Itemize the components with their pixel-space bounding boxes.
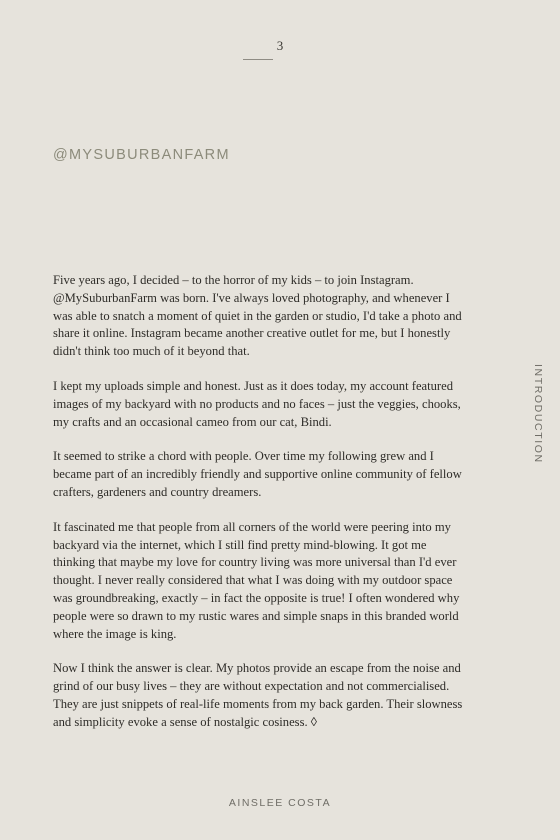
- paragraph-1: Five years ago, I decided – to the horror of my kids – to join Instagram. @MySuburbanFarm was born. I've always loved photography, and whenever I was able to snatch a moment of quiet in the garden or studio, I'd take a photo and share it online. Instagram became another creative outlet for me, but I honestly didn't think too much of it beyond that.: [53, 273, 462, 359]
- paragraph-3: It seemed to strike a chord with people. Over time my following grew and I became part of an incredibly friendly and supportive online community of fellow crafters, gardeners and country dreamers.: [53, 449, 462, 499]
- paragraph-2: I kept my uploads simple and honest. Just as it does today, my account featured images of my backyard with no products and no faces – just the veggies, chooks, my crafts and an occasional cameo from our cat, Bindi.: [53, 378, 461, 429]
- section-title: @MYSUBURBANFARM: [53, 147, 230, 163]
- chapter-side-label: INTRODUCTION: [532, 364, 544, 464]
- page-number-divider: [243, 59, 273, 60]
- author-footer: AINSLEE COSTA: [228, 797, 332, 809]
- paragraph-4: It fascinated me that people from all corners of the world were peering into my backyard via the internet, which I still find pretty mind-blowing. It got me thinking that maybe my love for country living was more universal than I'd ever thought. I never really considered that what I was doing with my outdoor space was groundbreaking, exactly – in fact the opposite is true! I often wondered why people were so drawn to my rustic wares and simple snaps in this branded world where the image is king.: [53, 519, 460, 641]
- paragraph-5: Now I think the answer is clear. My photos provide an escape from the noise and grind of our busy lives – they are without expectation and not commercialised. They are just snippets of real-life moments from my back garden. Their slowness and simplicity evoke a sense of nostalgic cosiness. ◊: [53, 661, 463, 729]
- page-number: 3: [276, 38, 284, 53]
- body-text: [53, 272, 465, 749]
